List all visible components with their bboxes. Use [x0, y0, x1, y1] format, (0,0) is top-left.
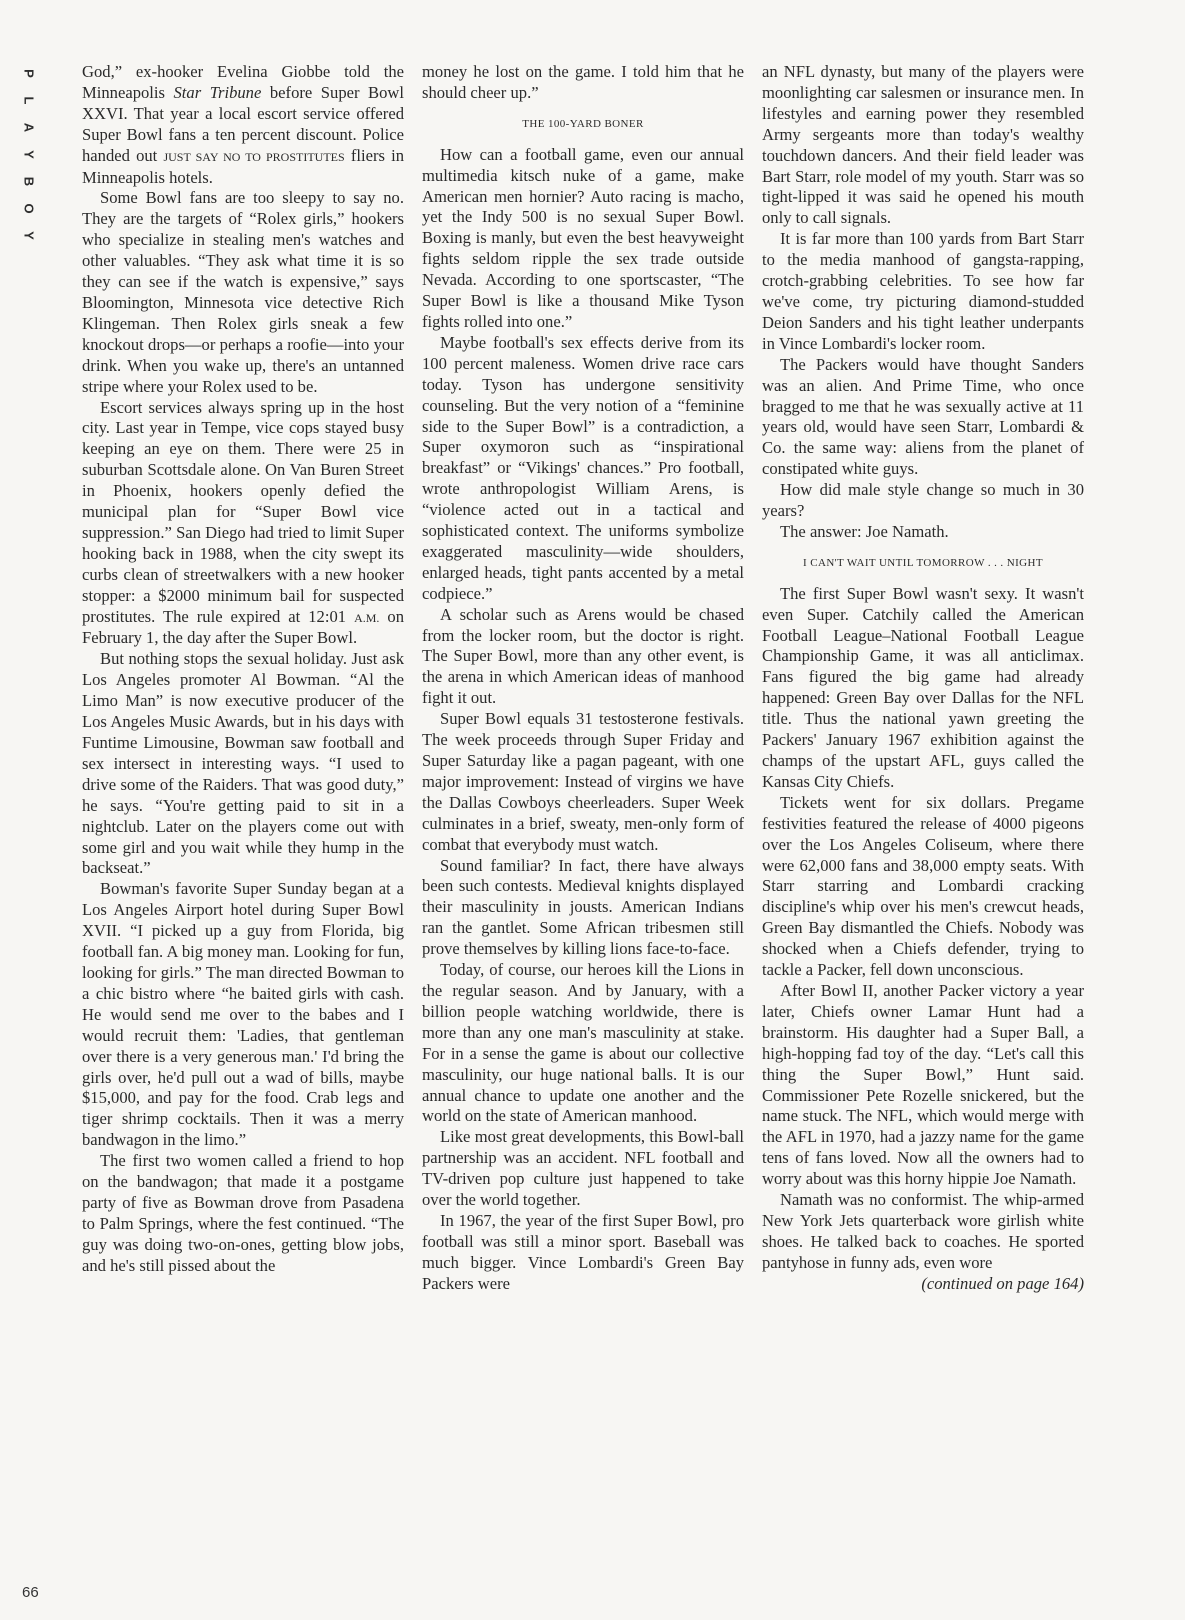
article-column-3: [762, 62, 1084, 1295]
paragraph: Super Bowl equals 31 testosterone festivals. The week proceeds through Super Friday and Super Saturday like a pagan pageant, with one major improvement: Instead of virgins we have the Dallas Cowboys cheerleaders. Super Week culminates in a brief, sweaty, men-only form of combat that everybody must watch.: [422, 709, 744, 854]
paragraph: In 1967, the year of the first Super Bowl, pro football was still a minor sport. Baseball was much bigger. Vince Lombardi's Green Bay Packers were: [422, 1210, 744, 1293]
brand-letter: B: [21, 176, 37, 187]
paragraph: Like most great developments, this Bowl-ball partnership was an accident. NFL football and TV-driven pop culture just happened to take over the world together.: [422, 1127, 744, 1210]
section-subhead: I CAN'T WAIT UNTIL TOMORROW . . . NIGHT: [803, 556, 1043, 569]
brand-letter: Y: [21, 231, 37, 240]
brand-letter: O: [21, 203, 37, 214]
paragraph: God,” ex-hooker Evelina Giobbe told the Minneapolis Star Tribune before Super Bowl XXVI. That year a local escort service offered Super Bowl fans a ten percent discount. Police handed out JUST SAY NO TO PROSTITUTES fliers in Minneapolis hotels.: [82, 62, 404, 187]
paragraph: Maybe football's sex effects derive from its 100 percent maleness. Women drive race cars today. Tyson has undergone sensitivity counseling. But the very notion of a “feminine side to the Super Bowl” is a contradiction, a Super oxymoron such as “inspirational breakfast” or “Vikings' chances.” Pro football, wrote anthropologist William Arens, is “violence acted out in a tactical and sophisticated context. The uniforms symbolize exaggerated masculinity—wide shoulders, enlarged heads, tight pants accented by a metal codpiece.”: [422, 332, 744, 603]
brand-letter: Y: [21, 150, 37, 159]
section-subhead: THE 100-YARD BONER: [522, 117, 644, 130]
paragraph: Escort services always spring up in the host city. Last year in Tempe, vice cops stayed busy keeping an eye on them. There were 25 in suburban Scottsdale alone. On Van Buren Street in Phoenix, hookers openly defied the municipal plan for “Super Bowl vice suppression.” San Diego had tried to limit Super hooking back in 1988, when the city swept its curbs clean of streetwalkers with a new hooker stopper: a $2000 minimum bail for suspected prostitutes. The rule expired at 12:01 A.M. on February 1, the day after the Super Bowl.: [82, 397, 404, 648]
brand-letter: P: [21, 69, 37, 78]
article-column-1: [82, 62, 404, 1277]
magazine-brand-vertical: [22, 66, 36, 243]
paragraph: The first two women called a friend to hop on the bandwagon; that made it a postgame party of five as Bowman drove from Pasadena to Palm Springs, where the fest continued. “The guy was doing two-on-ones, getting blow jobs, and he's still pissed about the: [82, 1151, 404, 1275]
paragraph: Bowman's favorite Super Sunday began at a Los Angeles Airport hotel during Super Bowl XVII. “I picked up a guy from Florida, big football fan. A big money man. Looking for fun, looking for girls.” The man directed Bowman to a chic bistro where “he baited girls with cash. He would send me over to the babes and I would recruit them: 'Ladies, that gentleman over there is a very generous man.' I'd bring the girls over, he'd pull out a wad of bills, maybe $15,000, and pay for the food. Crab legs and tiger shrimp cocktails. Then it was a merry bandwagon in the limo.”: [82, 879, 404, 1150]
paragraph: Today, of course, our heroes kill the Lions in the regular season. And by January, with a billion people watching worldwide, there is more than any one man's masculinity at stake. For in a sense the game is about our collective masculinity, our huge national balls. It is our annual chance to update one another and the world on the state of American manhood.: [422, 960, 744, 1126]
paragraph: How did male style change so much in 30 years?: [762, 480, 1084, 521]
article-column-2: [422, 62, 744, 1295]
brand-letter: L: [21, 96, 37, 105]
paragraph: The Packers would have thought Sanders was an alien. And Prime Time, who once bragged to me that he was sexually active at 11 years old, would have seen Starr, Lombardi & Co. the same way: aliens from the planet of constipated white guys.: [762, 354, 1084, 479]
paragraph: Some Bowl fans are too sleepy to say no. They are the targets of “Rolex girls,” hookers who specialize in stealing men's watches and other valuables. “They ask what time it is so they can see if the watch is expensive,” says Bloomington, Minnesota vice detective Rich Klingeman. Then Rolex girls sneak a few knockout drops—or perhaps a roofie—into your drink. When you wake up, there's an untanned stripe where your Rolex used to be.: [82, 188, 404, 396]
paragraph: But nothing stops the sexual holiday. Just ask Los Angeles promoter Al Bowman. “Al the Limo Man” is now executive producer of the Los Angeles Music Awards, but in his days with Funtime Limousine, Bowman saw football and sex intersect in interesting ways. “I used to drive some of the Raiders. That was good duty,” he says. “You're getting paid to sit in a nightclub. Later on the players come out with some girl and you wait while they hump in the backseat.”: [82, 649, 404, 878]
paragraph: How can a football game, even our annual multimedia kitsch nuke of a game, make American men hornier? Auto racing is macho, yet the Indy 500 is no sexual Super Bowl. Boxing is manly, but even the best heavyweight fights seldom ripple the sex trade outside Nevada. According to one sportscaster, “The Super Bowl is like a thousand Mike Tyson fights rolled into one.”: [422, 144, 744, 331]
paragraph: It is far more than 100 yards from Bart Starr to the media manhood of gangsta-rapping, crotch-grabbing celebrities. To see how far we've come, try picturing diamond-studded Deion Sanders and his tight leather underpants in Vince Lombardi's locker room.: [762, 229, 1084, 353]
continued-note: (continued on page 164): [921, 1273, 1084, 1293]
paragraph: After Bowl II, another Packer victory a year later, Chiefs owner Lamar Hunt had a brainstorm. His daughter had a Super Ball, a high-hopping fad toy of the day. “Let's call this thing the Super Bowl,” Hunt said. Commissioner Pete Rozelle snickered, but the name stuck. The NFL, which would merge with the AFL in 1970, had a jazzy name for the game tens of fans loved. Now all the owners had to worry about was this horny hippie Joe Namath.: [762, 980, 1084, 1189]
paragraph: Tickets went for six dollars. Pregame festivities featured the release of 4000 pigeons over the Los Angeles Coliseum, where there were 62,000 fans and 38,000 empty seats. With Starr starring and Lombardi cracking discipline's whip over his men's crewcut heads, Green Bay dismantled the Chiefs. Nobody was shocked when a Chiefs defender, trying to tackle a Packer, fell down unconscious.: [762, 792, 1084, 980]
paragraph: Namath was no conformist. The whip-armed New York Jets quarterback wore girlish white shoes. He talked back to coaches. He sported pantyhose in funny ads, even wore: [762, 1190, 1084, 1272]
paragraph: Sound familiar? In fact, there have always been such contests. Medieval knights displayed their masculinity in jousts. American Indians ran the gantlet. Some African tribesmen still prove themselves by killing lions face-to-face.: [422, 855, 744, 959]
page-number: 66: [22, 1584, 39, 1601]
paragraph: The answer: Joe Namath.: [780, 521, 949, 541]
paragraph: The first Super Bowl wasn't sexy. It wasn't even Super. Catchily called the American Football League–National Football League Championship Game, it was all anticlimax. Fans figured the big game had already happened: Green Bay over Dallas for the NFL title. Thus the national yawn greeting the Packers' January 1967 exhibition against the champs of the upstart AFL, guys called the Kansas City Chiefs.: [762, 583, 1084, 791]
brand-letter: A: [21, 122, 37, 133]
paragraph: money he lost on the game. I told him that he should cheer up.”: [422, 62, 744, 102]
paragraph: A scholar such as Arens would be chased from the locker room, but the doctor is right. The Super Bowl, more than any other event, is the arena in which American ideas of manhood fight it out.: [422, 604, 744, 708]
paragraph: an NFL dynasty, but many of the players were moonlighting car salesmen or insurance men. In lifestyles and earning power they resembled Army sergeants more than today's wealthy touchdown dancers. And their field leader was Bart Starr, role model of my youth. Starr was so tight-lipped it was said he opened his mouth only to call signals.: [762, 62, 1084, 228]
